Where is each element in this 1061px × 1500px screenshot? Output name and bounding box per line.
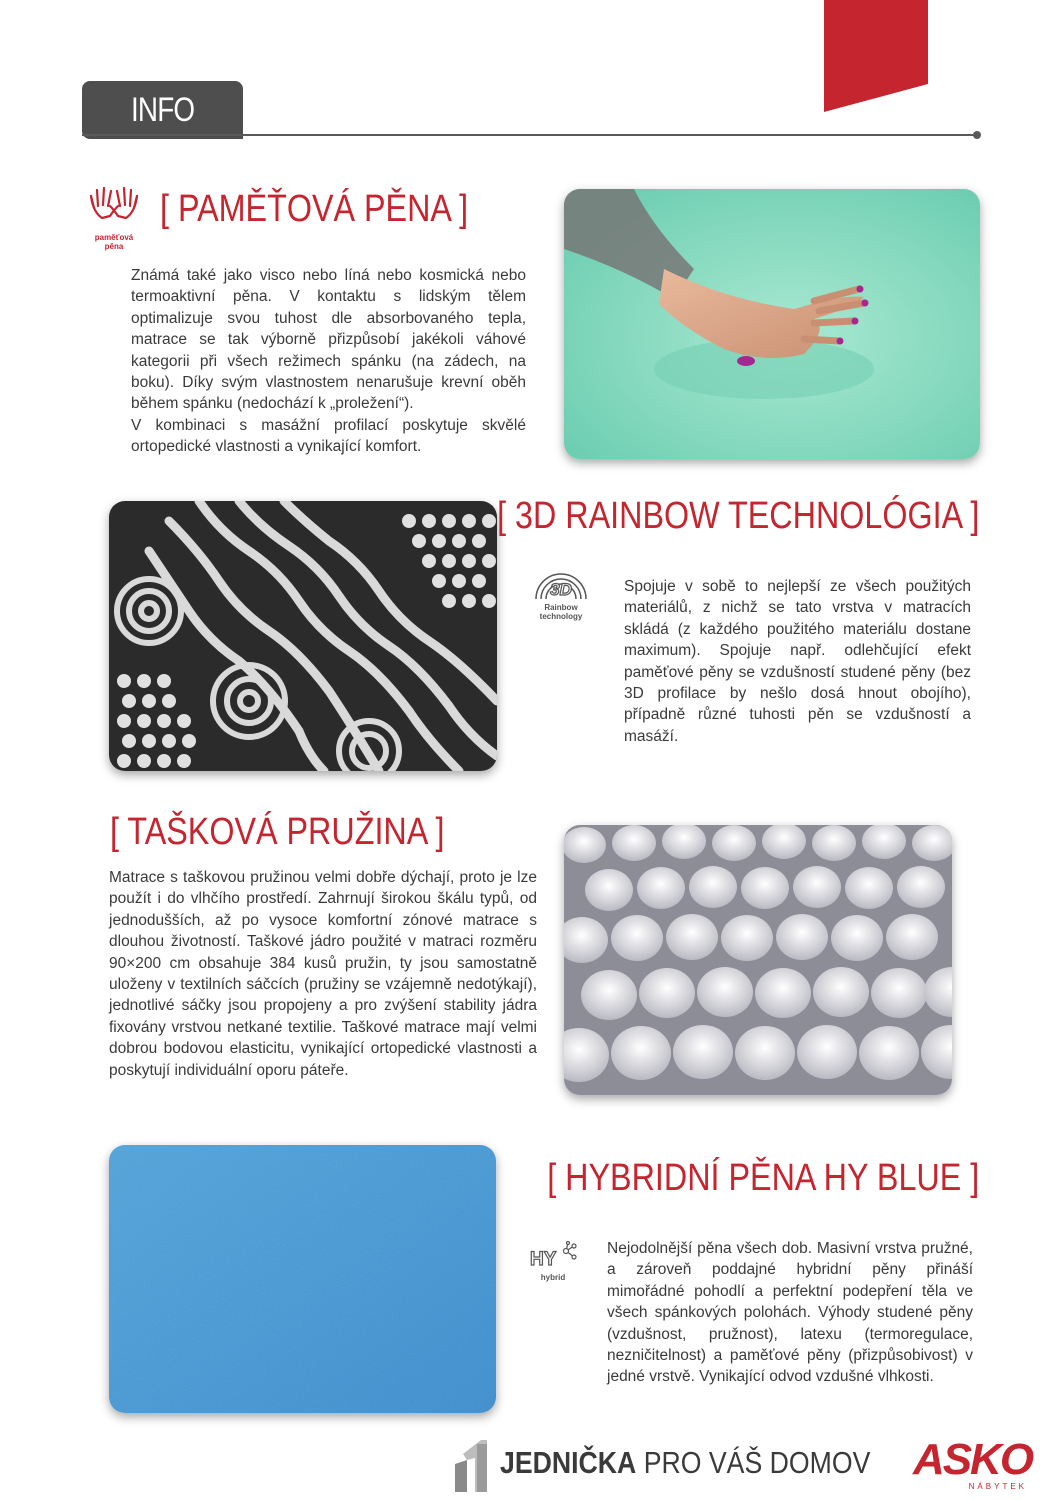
- asko-logo: [900, 1435, 1045, 1491]
- footer-slogan: [500, 1445, 870, 1481]
- pocket-spring-heading: [ TAŠKOVÁ PRUŽINA ]: [110, 811, 445, 853]
- memory-foam-paragraph: Známá také jako visco nebo líná nebo kosmická nebo termoaktivní pěna. V kontaktu s lidským tělem optimalizuje svou tuhost dle absorbovaného tepla, matrace se tak výborně přizpůsobí jakékoli váhové kategorii při všech režimech spánku (na zádech, na boku). Díky svým vlastnostem nenarušuje krevní oběh během spánku (nedochází k „proležení“).: [131, 267, 526, 413]
- hybrid-foam-text: [607, 1238, 973, 1388]
- info-tab-label: INFO: [130, 90, 195, 129]
- info-tab: [82, 81, 243, 139]
- 3d-rainbow-caption: Rainbow technology: [539, 603, 583, 621]
- hand-icon: [88, 182, 140, 228]
- pocket-spring-photo: [564, 825, 952, 1095]
- hybrid-foam-photo: [109, 1145, 496, 1413]
- footer-slogan-bold: JEDNIČKA: [500, 1445, 637, 1480]
- asko-brand: ASKO: [912, 1435, 1033, 1484]
- pocket-spring-text: [109, 867, 537, 1081]
- memory-foam-heading: [ PAMĚŤOVÁ PĚNA ]: [160, 188, 469, 230]
- memory-foam-text: [131, 265, 526, 458]
- 3d-rainbow-badge: [530, 561, 592, 627]
- hybrid-icon-label: HY: [530, 1249, 557, 1270]
- number-one-logo: [453, 1436, 493, 1492]
- corner-ribbon: [824, 0, 928, 112]
- hybrid-caption: hybrid: [540, 1273, 566, 1282]
- pocket-spring-paragraph: Matrace s taškovou pružinou velmi dobře dýchají, proto je lze použít i do vlhčího prostředí. Zahrnují širokou škálu typů, od jednodušších, až po vysoce komfortní zónové matrace s dlouhou životností. Taškové jádro použité v matraci rozměru 90×200 cm obsahuje 384 kusů pružin, ty jsou samostatně uloženy v textilních sáčcích (pružiny se vzájemně nedotýkají), jednotlivé sáčky jsou propojeny a pro zvýšení stability jádra fixovány vrstvou netkané textilie. Taškové matrace mají velmi dobrou bodovou elasticitu, vynikající ortopedické vlastnosti a poskytují individuální oporu páteře.: [109, 869, 537, 1079]
- hybrid-foam-paragraph: Nejodolnější pěna všech dob. Masivní vrstva pružné, a zároveň poddajné hybridní pěny přináší mimořádné pohodlí a perfektní podepření těla ve všech spánkových polohách. Výhody studené pěny (vzdušnost, pružnost), latexu (termoregulace, nezničitelnost) a paměťové pěny (přizpůsobivost) v jedné vrstvě. Vynikající odvod vzdušné vlhkosti.: [607, 1240, 973, 1386]
- 3d-rainbow-heading: [ 3D RAINBOW TECHNOLÓGIA ]: [496, 495, 979, 537]
- 3d-rainbow-paragraph: Spojuje v sobě to nejlepší ze všech použitých materiálů, z nichž se tato vrstva v matracích skládá (z každého použitého materiálu dostane maximum). Spojuje např. odlehčující efekt paměťové pěny se vzdušností studené pěny (bez 3D profilace by nešlo dosá hnout obojího), případně různé tuhosti pěn se vzdušností a masáží.: [624, 578, 971, 745]
- memory-foam-badge: [88, 182, 140, 252]
- footer-slogan-rest: PRO VÁŠ DOMOV: [643, 1445, 871, 1480]
- 3d-rainbow-text: [624, 576, 971, 747]
- 3d-rainbow-photo: [109, 501, 497, 771]
- memory-foam-photo: [564, 189, 980, 459]
- 3d-icon-label: 3D: [550, 580, 572, 599]
- hybrid-badge: [528, 1241, 578, 1289]
- memory-foam-paragraph: V kombinaci s masážní profilací poskytuje skvělé ortopedické vlastnosti a vynikající komfort.: [131, 416, 526, 456]
- memory-foam-caption: paměťová pěna: [94, 233, 134, 251]
- hybrid-foam-heading: [ HYBRIDNÍ PĚNA HY BLUE ]: [547, 1157, 979, 1199]
- 3d-rainbow-icon: [530, 561, 592, 603]
- hybrid-icon: [528, 1241, 578, 1271]
- asko-brand-sub: NÁBYTEK: [968, 1482, 1027, 1491]
- header-divider: [82, 134, 976, 136]
- header-divider-dot: [973, 131, 981, 139]
